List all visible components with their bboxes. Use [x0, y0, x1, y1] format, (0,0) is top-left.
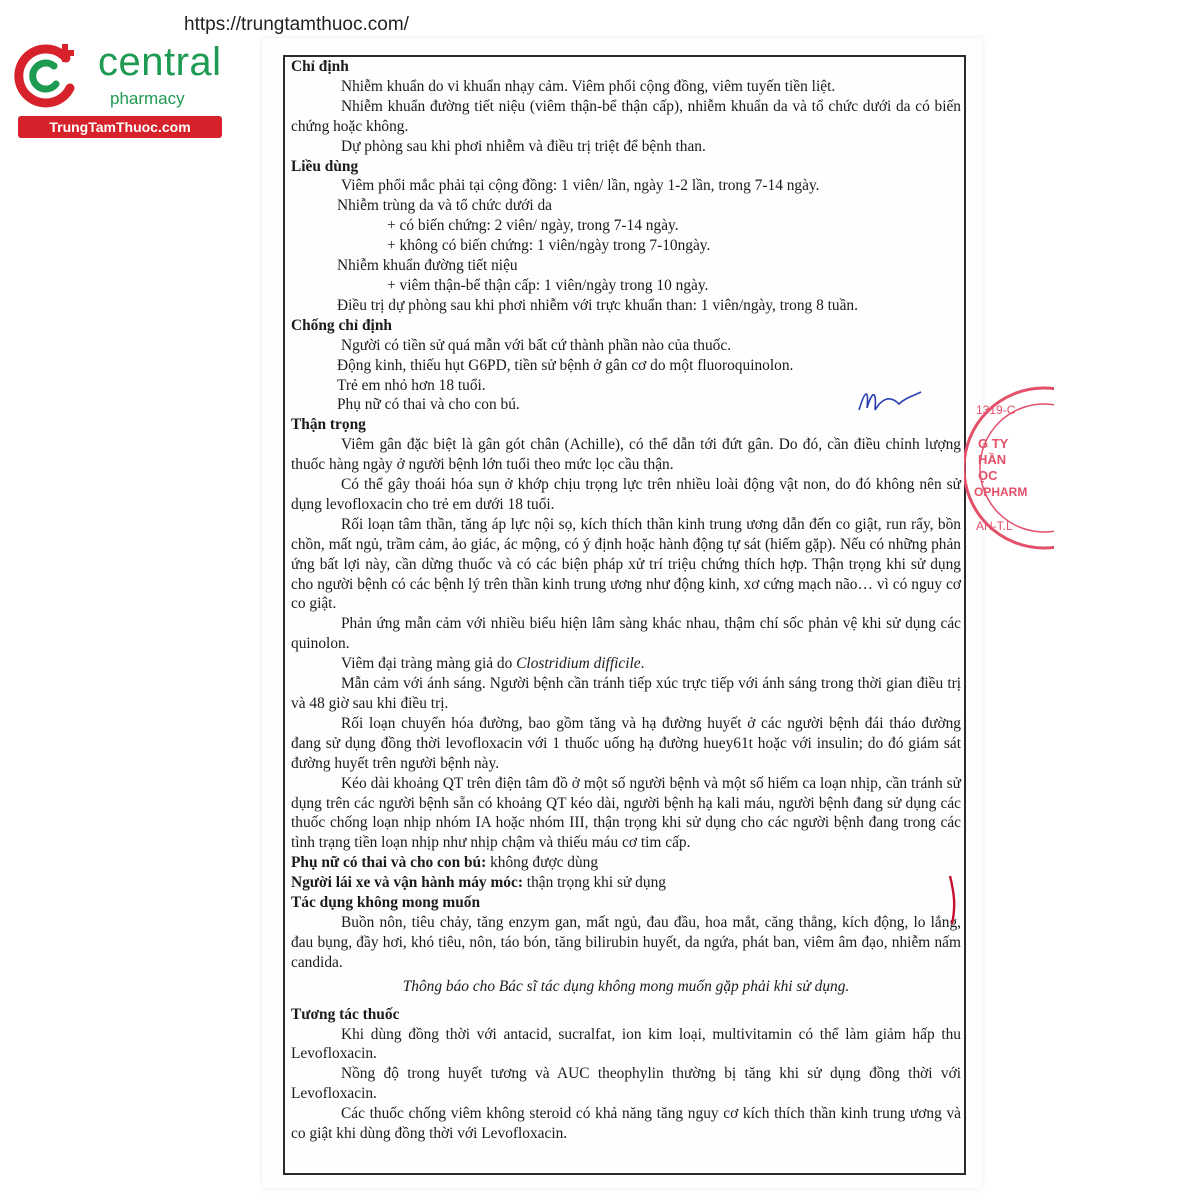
- paragraph: Viêm gân đặc biệt là gân gót chân (Achille), có thể dẫn tới đứt gân. Do đó, cần điều chỉnh lượng thuốc hàng ngày ở người bệnh lớn tuổi theo mức lọc cầu thận.: [291, 436, 961, 474]
- paragraph: Khi dùng đồng thời với antacid, sucralfat, ion kim loại, multivitamin có thể làm giảm hấp thu Levofloxacin.: [291, 1025, 961, 1063]
- website-url: https://trungtamthuoc.com/: [184, 14, 409, 35]
- logo-banner: TrungTamThuoc.com: [18, 116, 222, 138]
- italic-note: Thông báo cho Bác sĩ tác dụng không mong muốn gặp phải khi sử dụng.: [402, 977, 850, 995]
- paragraph: Trẻ em nhỏ hơn 18 tuổi.: [337, 376, 486, 394]
- heading-chi-dinh: Chỉ định: [291, 58, 349, 75]
- paragraph: Kéo dài khoảng QT trên điện tâm đồ ở một số người bệnh và một số hiếm ca loạn nhịp, cần tránh sử dụng trên các người bệnh sẵn có khoảng QT kéo dài, người bệnh hạ kali máu, người bệnh đang sử dụng các thuốc chống loạn nhịp nhóm IA hoặc nhóm III, thận trọng khi sử dụng cho các người bệnh đang trong các tình trạng tiền loạn nhịp như nhịp chậm và thiếu máu cơ tim cấp.: [291, 774, 961, 852]
- central-pharmacy-logo: [10, 38, 240, 138]
- heading-than-trong: Thận trọng: [291, 416, 366, 434]
- logo-subtitle: pharmacy: [110, 89, 185, 108]
- heading-lieu-dung: Liều dùng: [291, 157, 359, 175]
- list-item: + viêm thận-bể thận cấp: 1 viên/ngày trong 10 ngày.: [387, 276, 709, 294]
- text: .: [640, 655, 645, 673]
- logo-name: central: [98, 40, 222, 84]
- svg-text:HẦN: HẦN: [978, 452, 1007, 467]
- paragraph: Buồn nôn, tiêu chảy, tăng enzym gan, mất ngủ, đau đầu, hoa mắt, căng thẳng, kích động, lo lắng, đau bụng, đầy hơi, khó tiêu, nôn, táo bón, tăng bilirubin huyết, da ngứa, phát ban, viêm âm đạo, nhiễm nấm candida.: [291, 913, 961, 971]
- paragraph: Viêm phổi mắc phải tại cộng đồng: 1 viên/ lần, ngày 1-2 lần, trong 7-14 ngày.: [341, 177, 820, 195]
- paragraph: Phản ứng mẫn cảm với nhiều biểu hiện lâm sàng khác nhau, thậm chí sốc phản vệ khi sử dụng các quinolon.: [291, 615, 961, 653]
- paragraph: Điều trị dự phòng sau khi phơi nhiễm với trực khuẩn than: 1 viên/ngày, trong 8 tuần.: [337, 296, 858, 314]
- list-item: + không có biến chứng: 1 viên/ngày trong 7-10ngày.: [387, 237, 711, 255]
- paragraph: [291, 654, 961, 674]
- paragraph: Rối loạn tâm thần, tăng áp lực nội sọ, kích thích thần kinh trung ương dẫn đến co giật, run rẩy, bồn chồn, mất ngủ, trầm cảm, ảo giác, ác mộng, có ý định hoặc hành động tự sát (hiếm gặp). Nếu có những phản ứng bất lợi này, cần dừng thuốc và có các biện pháp xử trí triệu chứng thích hợp. Thận trọng khi sử dụng cho người bệnh có các bệnh lý trên thần kinh trung ương như động kinh, xơ cứng mạch não… vì có nguy cơ co giật.: [291, 515, 961, 613]
- paragraph: Nhiễm trùng da và tổ chức dưới da: [337, 197, 553, 215]
- paragraph: Nồng độ trong huyết tương và AUC theophylin thường bị tăng khi sử dụng đồng thời với Levofloxacin.: [291, 1065, 961, 1103]
- svg-text:OPHARM: OPHARM: [974, 485, 1028, 499]
- paragraph: Phụ nữ có thai và cho con bú.: [337, 396, 520, 414]
- document-body: [291, 57, 961, 1144]
- list-item: + có biến chứng: 2 viên/ ngày, trong 7-14 ngày.: [387, 217, 679, 235]
- paragraph: Mẫn cảm với ánh sáng. Người bệnh cần tránh tiếp xúc trực tiếp với ánh sáng trong thời gian điều trị và 48 giờ sau khi điều trị.: [291, 675, 961, 712]
- paragraph: Nhiễm khuẩn do vi khuẩn nhạy cảm. Viêm phổi cộng đồng, viêm tuyến tiền liệt.: [341, 77, 836, 95]
- paragraph: [291, 873, 961, 893]
- organism-name: Clostridium difficile: [516, 655, 641, 673]
- text: không được dùng: [486, 854, 599, 872]
- paragraph: Rối loạn chuyển hóa đường, bao gồm tăng và hạ đường huyết ở các người bệnh đái tháo đường đang sử dụng đồng thời levofloxacin với 1 thuốc uống hạ đường huey61t hoặc với insulin; do đó giám sát đường huyết trên người bệnh này.: [291, 714, 961, 772]
- heading-tuong-tac-thuoc: Tương tác thuốc: [291, 1005, 400, 1023]
- paragraph: Nhiễm khuẩn đường tiết niệu: [337, 257, 518, 275]
- signature-scribble: [855, 380, 925, 420]
- logo-c-cross-icon: [10, 38, 84, 112]
- label-driving: Người lái xe và vận hành máy móc:: [291, 874, 523, 892]
- text: Viêm đại tràng màng giả do: [341, 655, 517, 673]
- red-stamp: [964, 378, 1054, 558]
- red-margin-mark: [942, 872, 962, 928]
- svg-text:G TY: G TY: [978, 436, 1009, 451]
- paragraph: [291, 853, 961, 873]
- svg-text:1319-C: 1319-C: [976, 403, 1016, 417]
- label-pregnancy: Phụ nữ có thai và cho con bú:: [291, 854, 487, 872]
- paragraph: Các thuốc chống viêm không steroid có khả năng tăng nguy cơ kích thích thần kinh trung ương và co giật khi dùng đồng thời với Levofloxacin.: [291, 1105, 961, 1143]
- svg-text:ỌC: ỌC: [978, 468, 998, 483]
- paragraph: Động kinh, thiếu hụt G6PD, tiền sử bệnh ở gân cơ do một fluoroquinolon.: [337, 356, 794, 374]
- heading-tac-dung-khong-mong-muon: Tác dụng không mong muốn: [291, 894, 481, 912]
- paragraph: Có thể gây thoái hóa sụn ở khớp chịu trọng lực trên nhiều loài động vật non, do đó không nên sử dụng levofloxacin cho trẻ em dưới 18 tuổi.: [291, 476, 961, 513]
- text: thận trọng khi sử dụng: [522, 874, 666, 892]
- paragraph: Dự phòng sau khi phơi nhiễm và điều trị triệt để bệnh than.: [341, 137, 706, 155]
- paragraph: Nhiễm khuẩn đường tiết niệu (viêm thận-bể thận cấp), nhiễm khuẩn da và tổ chức dưới da có biến chứng hoặc không.: [291, 97, 961, 135]
- paragraph: Người có tiền sử quá mẫn với bất cứ thành phần nào của thuốc.: [341, 336, 732, 354]
- svg-text:AN-T.L: AN-T.L: [976, 519, 1013, 533]
- heading-chong-chi-dinh: Chống chỉ định: [291, 316, 392, 334]
